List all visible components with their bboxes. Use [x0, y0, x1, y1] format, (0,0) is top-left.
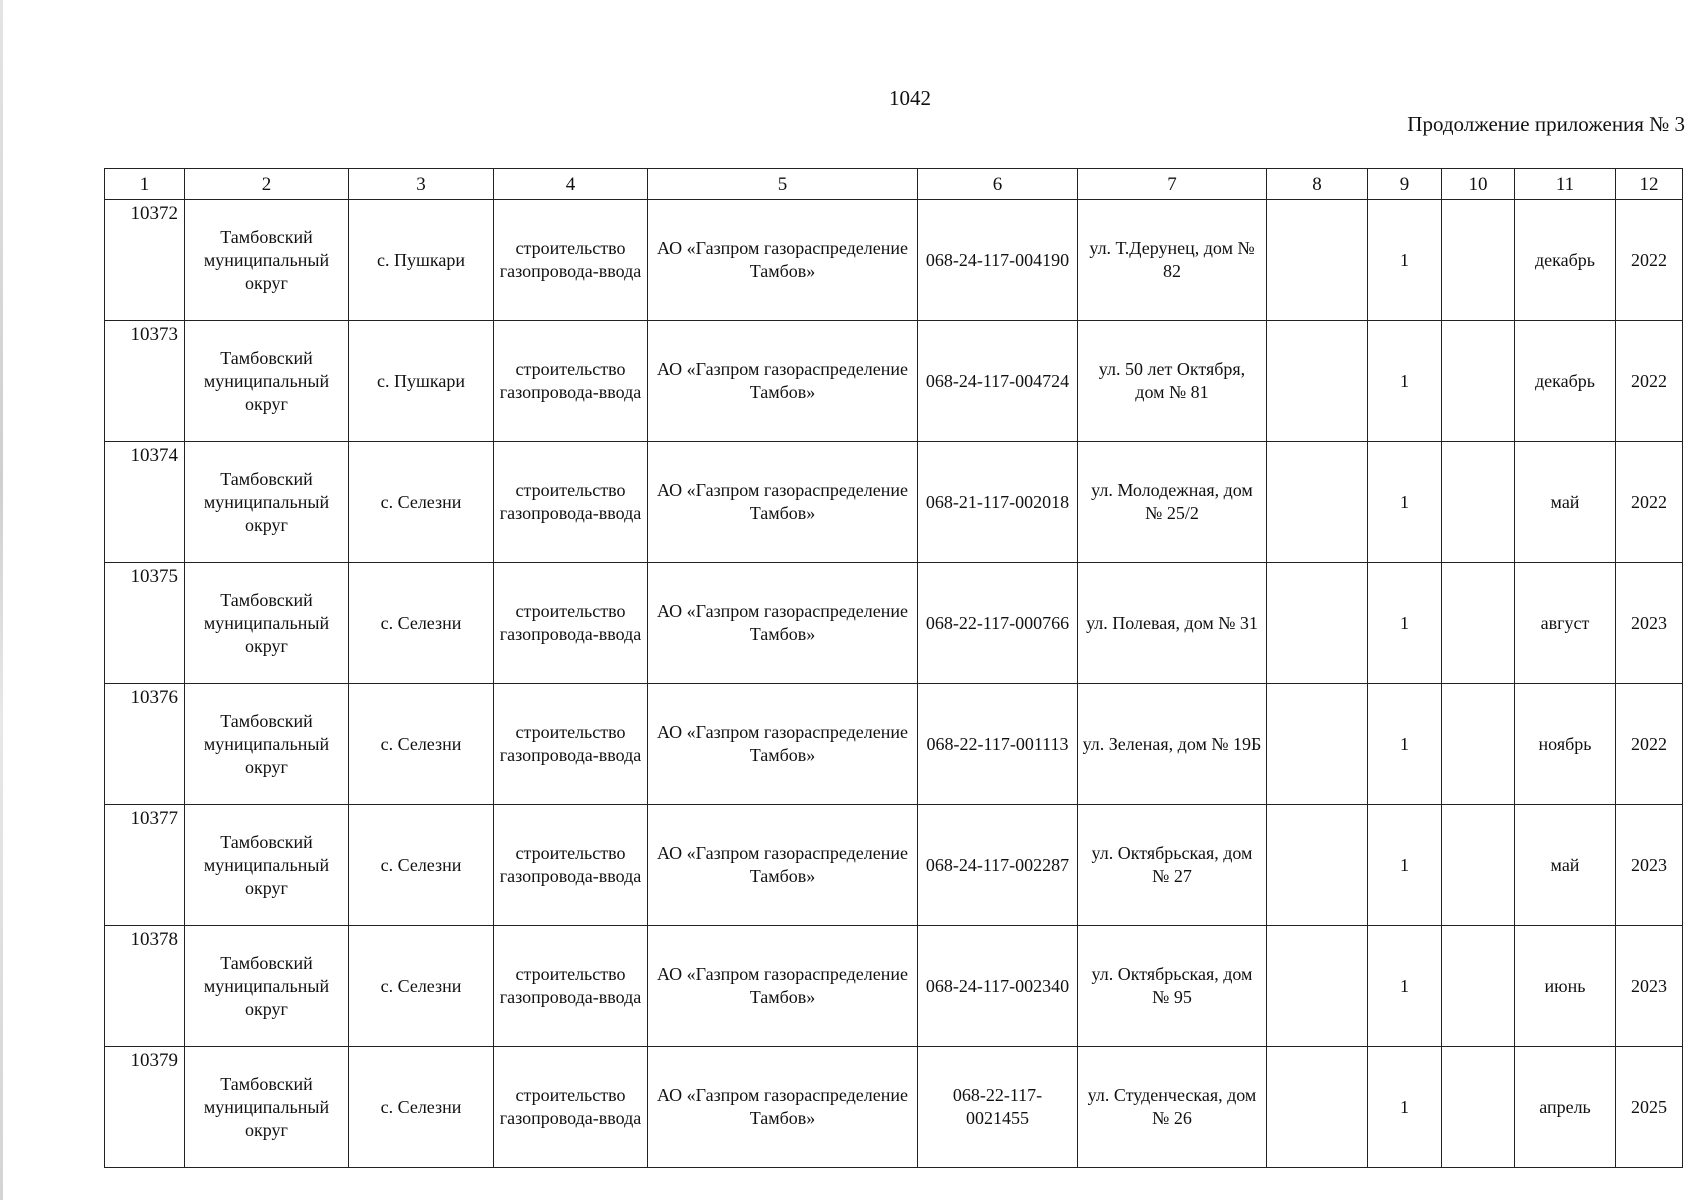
- address-cell: ул. Т.Дерунец, дом № 82: [1078, 200, 1267, 321]
- column-10-cell: [1442, 1047, 1515, 1168]
- address-cell: ул. Полевая, дом № 31: [1078, 563, 1267, 684]
- column-9-cell: 1: [1368, 442, 1442, 563]
- district-cell: Тамбовский муниципальный округ: [185, 805, 349, 926]
- district-cell: Тамбовский муниципальный округ: [185, 200, 349, 321]
- column-9-cell: 1: [1368, 926, 1442, 1047]
- organization-cell: АО «Газпром газораспределение Тамбов»: [648, 926, 918, 1047]
- address-cell: ул. 50 лет Октября, дом № 81: [1078, 321, 1267, 442]
- settlement-cell: с. Селезни: [349, 684, 494, 805]
- table-row: [105, 1047, 1683, 1168]
- month-cell: декабрь: [1515, 200, 1616, 321]
- column-10-cell: [1442, 926, 1515, 1047]
- header-row: [105, 169, 1683, 200]
- table-body: [105, 200, 1683, 1168]
- settlement-cell: с. Селезни: [349, 805, 494, 926]
- column-header-1: 1: [105, 169, 185, 200]
- column-header-6: 6: [918, 169, 1078, 200]
- column-8-cell: [1267, 926, 1368, 1047]
- settlement-cell: с. Пушкари: [349, 321, 494, 442]
- column-header-7: 7: [1078, 169, 1267, 200]
- column-10-cell: [1442, 442, 1515, 563]
- column-header-8: 8: [1267, 169, 1368, 200]
- address-cell: ул. Октябрьская, дом № 95: [1078, 926, 1267, 1047]
- code-cell: 068-22-117-001113: [918, 684, 1078, 805]
- organization-cell: АО «Газпром газораспределение Тамбов»: [648, 684, 918, 805]
- column-header-4: 4: [494, 169, 648, 200]
- column-header-3: 3: [349, 169, 494, 200]
- work-type-cell: строительство газопровода-ввода: [494, 684, 648, 805]
- table-row: [105, 926, 1683, 1047]
- address-cell: ул. Студенческая, дом № 26: [1078, 1047, 1267, 1168]
- year-cell: 2023: [1616, 926, 1683, 1047]
- table-row: [105, 684, 1683, 805]
- code-cell: 068-22-117-0021455: [918, 1047, 1078, 1168]
- settlement-cell: с. Селезни: [349, 1047, 494, 1168]
- row-number: 10374: [105, 442, 185, 563]
- month-cell: май: [1515, 805, 1616, 926]
- page-number: 1042: [889, 86, 931, 110]
- table-row: [105, 805, 1683, 926]
- address-cell: ул. Молодежная, дом № 25/2: [1078, 442, 1267, 563]
- month-cell: ноябрь: [1515, 684, 1616, 805]
- code-cell: 068-24-117-002340: [918, 926, 1078, 1047]
- code-cell: 068-24-117-004190: [918, 200, 1078, 321]
- district-cell: Тамбовский муниципальный округ: [185, 321, 349, 442]
- year-cell: 2022: [1616, 321, 1683, 442]
- data-table: [104, 168, 1683, 1168]
- settlement-cell: с. Селезни: [349, 442, 494, 563]
- row-number: 10377: [105, 805, 185, 926]
- column-header-12: 12: [1616, 169, 1683, 200]
- month-cell: июнь: [1515, 926, 1616, 1047]
- table-row: [105, 321, 1683, 442]
- table-row: [105, 200, 1683, 321]
- work-type-cell: строительство газопровода-ввода: [494, 200, 648, 321]
- work-type-cell: строительство газопровода-ввода: [494, 805, 648, 926]
- year-cell: 2022: [1616, 684, 1683, 805]
- organization-cell: АО «Газпром газораспределение Тамбов»: [648, 442, 918, 563]
- column-9-cell: 1: [1368, 684, 1442, 805]
- month-cell: май: [1515, 442, 1616, 563]
- year-cell: 2023: [1616, 805, 1683, 926]
- district-cell: Тамбовский муниципальный округ: [185, 563, 349, 684]
- column-header-9: 9: [1368, 169, 1442, 200]
- year-cell: 2025: [1616, 1047, 1683, 1168]
- work-type-cell: строительство газопровода-ввода: [494, 926, 648, 1047]
- column-10-cell: [1442, 684, 1515, 805]
- organization-cell: АО «Газпром газораспределение Тамбов»: [648, 805, 918, 926]
- work-type-cell: строительство газопровода-ввода: [494, 563, 648, 684]
- district-cell: Тамбовский муниципальный округ: [185, 442, 349, 563]
- work-type-cell: строительство газопровода-ввода: [494, 321, 648, 442]
- column-header-10: 10: [1442, 169, 1515, 200]
- organization-cell: АО «Газпром газораспределение Тамбов»: [648, 1047, 918, 1168]
- column-10-cell: [1442, 805, 1515, 926]
- year-cell: 2022: [1616, 200, 1683, 321]
- column-8-cell: [1267, 321, 1368, 442]
- year-cell: 2023: [1616, 563, 1683, 684]
- appendix-note: Продолжение приложения № 3: [1407, 112, 1685, 136]
- column-header-2: 2: [185, 169, 349, 200]
- column-10-cell: [1442, 200, 1515, 321]
- row-number: 10378: [105, 926, 185, 1047]
- table-row: [105, 563, 1683, 684]
- column-8-cell: [1267, 442, 1368, 563]
- column-9-cell: 1: [1368, 200, 1442, 321]
- settlement-cell: с. Селезни: [349, 563, 494, 684]
- code-cell: 068-24-117-002287: [918, 805, 1078, 926]
- organization-cell: АО «Газпром газораспределение Тамбов»: [648, 200, 918, 321]
- row-number: 10372: [105, 200, 185, 321]
- column-header-11: 11: [1515, 169, 1616, 200]
- month-cell: август: [1515, 563, 1616, 684]
- work-type-cell: строительство газопровода-ввода: [494, 442, 648, 563]
- organization-cell: АО «Газпром газораспределение Тамбов»: [648, 563, 918, 684]
- scan-edge: [0, 0, 3, 1200]
- column-10-cell: [1442, 563, 1515, 684]
- column-9-cell: 1: [1368, 321, 1442, 442]
- column-8-cell: [1267, 805, 1368, 926]
- column-8-cell: [1267, 563, 1368, 684]
- settlement-cell: с. Селезни: [349, 926, 494, 1047]
- district-cell: Тамбовский муниципальный округ: [185, 684, 349, 805]
- year-cell: 2022: [1616, 442, 1683, 563]
- column-8-cell: [1267, 684, 1368, 805]
- column-8-cell: [1267, 1047, 1368, 1168]
- district-cell: Тамбовский муниципальный округ: [185, 1047, 349, 1168]
- month-cell: апрель: [1515, 1047, 1616, 1168]
- column-8-cell: [1267, 200, 1368, 321]
- column-9-cell: 1: [1368, 805, 1442, 926]
- row-number: 10376: [105, 684, 185, 805]
- address-cell: ул. Октябрьская, дом № 27: [1078, 805, 1267, 926]
- row-number: 10375: [105, 563, 185, 684]
- code-cell: 068-24-117-004724: [918, 321, 1078, 442]
- row-number: 10373: [105, 321, 185, 442]
- column-9-cell: 1: [1368, 1047, 1442, 1168]
- settlement-cell: с. Пушкари: [349, 200, 494, 321]
- code-cell: 068-21-117-002018: [918, 442, 1078, 563]
- month-cell: декабрь: [1515, 321, 1616, 442]
- district-cell: Тамбовский муниципальный округ: [185, 926, 349, 1047]
- organization-cell: АО «Газпром газораспределение Тамбов»: [648, 321, 918, 442]
- column-header-5: 5: [648, 169, 918, 200]
- address-cell: ул. Зеленая, дом № 19Б: [1078, 684, 1267, 805]
- row-number: 10379: [105, 1047, 185, 1168]
- table-row: [105, 442, 1683, 563]
- work-type-cell: строительство газопровода-ввода: [494, 1047, 648, 1168]
- column-9-cell: 1: [1368, 563, 1442, 684]
- column-10-cell: [1442, 321, 1515, 442]
- code-cell: 068-22-117-000766: [918, 563, 1078, 684]
